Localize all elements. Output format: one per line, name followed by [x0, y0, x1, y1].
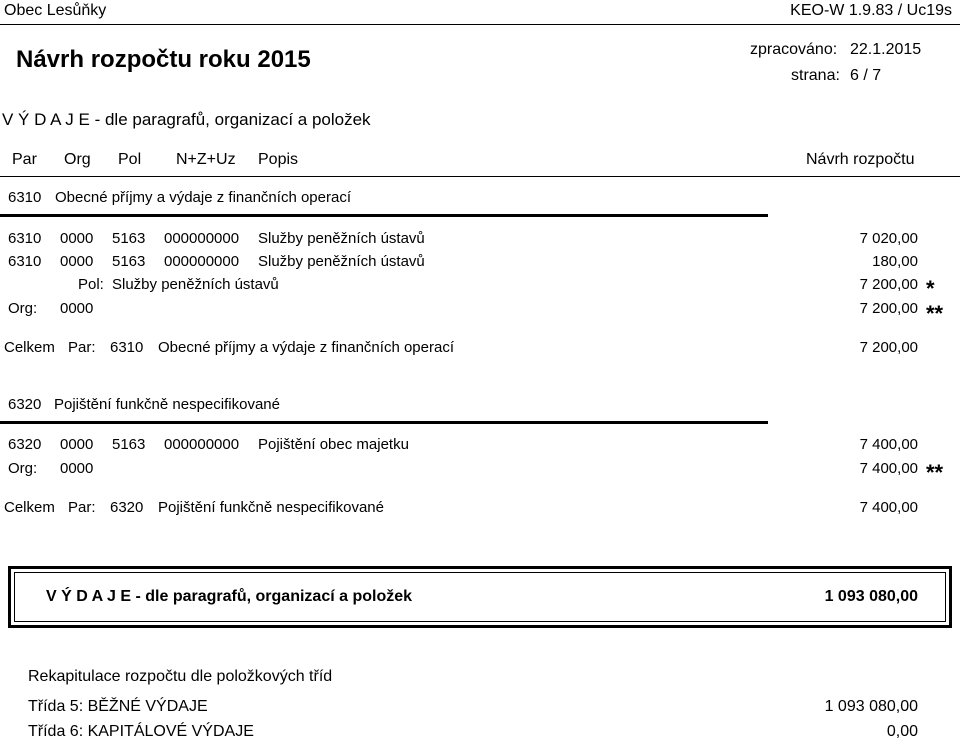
cell-pol: 5163 [112, 436, 146, 453]
org-subtotal-label: Org: [8, 460, 38, 477]
cell-par: 6310 [8, 230, 42, 247]
par-total-code: 6320 [110, 499, 144, 516]
org-subtotal-code: 0000 [60, 300, 94, 317]
par-total-par-label: Par: [68, 339, 96, 356]
software-version: KEO-W 1.9.83 / Uc19s [790, 2, 952, 19]
org-subtotal-mark: ** [926, 460, 944, 485]
cell-pol: 5163 [112, 230, 146, 247]
cell-amount: 7 020,00 [859, 230, 918, 247]
cell-amount: 180,00 [872, 253, 918, 270]
processed-label: zpracováno: [750, 41, 838, 58]
cell-popis: Pojištění obec majetku [258, 436, 409, 453]
cell-org: 0000 [60, 436, 94, 453]
recap-class-label: Třída 5: BĚŽNÉ VÝDAJE [28, 698, 208, 715]
par-total-label: Celkem [4, 499, 55, 516]
org-subtotal-amount: 7 400,00 [859, 460, 918, 477]
pol-subtotal-amount: 7 200,00 [859, 276, 918, 293]
col-header-org: Org [64, 151, 91, 168]
grand-total-label: V Ý D A J E - dle paragrafů, organizací a položek [46, 588, 413, 605]
cell-par: 6310 [8, 253, 42, 270]
par-total-text: Pojištění funkčně nespecifikované [158, 499, 384, 516]
section-divider [0, 214, 768, 217]
org-subtotal-amount: 7 200,00 [859, 300, 918, 317]
grand-total-amount: 1 093 080,00 [824, 588, 918, 605]
recap-class-amount: 0,00 [886, 723, 918, 740]
pol-subtotal-label: Pol: [78, 276, 104, 293]
col-header-navrh: Návrh rozpočtu [806, 151, 915, 168]
report-subtitle: V Ý D A J E - dle paragrafů, organizací a položek [2, 110, 371, 129]
col-header-par: Par [12, 151, 37, 168]
page-number: 6 / 7 [850, 67, 882, 84]
pol-subtotal-text: Služby peněžních ústavů [112, 276, 279, 293]
section-heading-code: 6320 [8, 396, 42, 413]
section-heading-text: Obecné příjmy a výdaje z finančních operací [55, 189, 351, 206]
processed-date: 22.1.2015 [850, 41, 922, 58]
recap-class-amount: 1 093 080,00 [824, 698, 918, 715]
section-divider [0, 421, 768, 424]
col-header-popis: Popis [258, 151, 299, 168]
page-number-label: strana: [791, 67, 840, 84]
cell-popis: Služby peněžních ústavů [258, 253, 425, 270]
municipality-name: Obec Lesůňky [4, 2, 107, 19]
cell-nzuz: 000000000 [164, 436, 240, 453]
section-heading-code: 6310 [8, 189, 42, 206]
cell-pol: 5163 [112, 253, 146, 270]
par-total-amount: 7 400,00 [859, 499, 918, 516]
cell-amount: 7 400,00 [859, 436, 918, 453]
cell-popis: Služby peněžních ústavů [258, 230, 425, 247]
par-total-label: Celkem [4, 339, 55, 356]
col-header-pol: Pol [118, 151, 142, 168]
column-header-divider [0, 176, 960, 177]
cell-par: 6320 [8, 436, 42, 453]
header-divider [0, 24, 960, 25]
cell-org: 0000 [60, 230, 94, 247]
par-total-amount: 7 200,00 [859, 339, 918, 356]
cell-nzuz: 000000000 [164, 230, 240, 247]
recap-title: Rekapitulace rozpočtu dle položkových tříd [28, 668, 333, 685]
org-subtotal-mark: ** [926, 301, 944, 326]
col-header-nzuz: N+Z+Uz [176, 151, 236, 168]
section-heading-text: Pojištění funkčně nespecifikované [54, 396, 280, 413]
par-total-code: 6310 [110, 339, 144, 356]
org-subtotal-label: Org: [8, 300, 38, 317]
pol-subtotal-mark: * [926, 276, 935, 301]
par-total-par-label: Par: [68, 499, 96, 516]
recap-class-label: Třída 6: KAPITÁLOVÉ VÝDAJE [28, 723, 254, 740]
page-title: Návrh rozpočtu roku 2015 [16, 46, 311, 73]
par-total-text: Obecné příjmy a výdaje z finančních operací [158, 339, 454, 356]
cell-nzuz: 000000000 [164, 253, 240, 270]
org-subtotal-code: 0000 [60, 460, 94, 477]
cell-org: 0000 [60, 253, 94, 270]
